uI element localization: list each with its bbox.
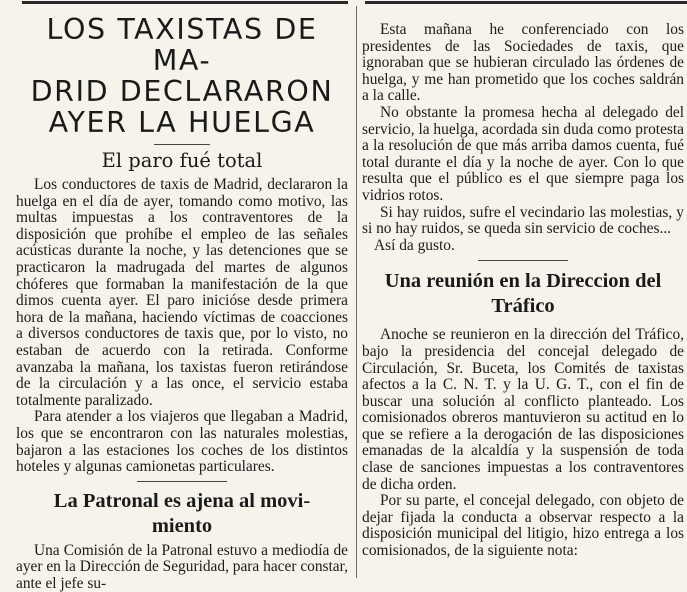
- subhead-line: La Patronal es ajena al movi-: [53, 489, 311, 512]
- section-rule-right: [478, 260, 568, 261]
- left-column: [16, 14, 348, 592]
- right-column: [362, 22, 684, 560]
- headline-rule: [154, 144, 210, 145]
- top-rule-left: [22, 1, 348, 4]
- headline-line: DRID DECLARARON: [30, 75, 334, 108]
- subhead-line: Tráfico: [491, 295, 555, 318]
- article3-subhead: [362, 269, 684, 319]
- headline-line: LOS TAXISTAS DE MA-: [46, 13, 318, 77]
- section-rule: [137, 481, 227, 482]
- column-divider: [356, 6, 357, 578]
- right-paragraph-1: Esta mañana he conferenciado con los presidentes de las Sociedades de taxis, que ignoraban que se hubieran circulado las órdenes de huelga, y me han prometido que los coches saldrán a la calle.: [362, 21, 684, 105]
- article1-paragraph-1: Los conductores de taxis de Madrid, declararon la huelga en el día de ayer, tomando como motivo, las multas impuestas a los contraventores de la disposición que prohíbe el empleo de las señales acústicas durante la noche, y las detenciones que se practicaron la madrugada del martes de algunos chóferes que formaban la manifestación de la que dimos cuenta ayer. El paro inicióse desde primera hora de la mañana, haciendo víctimas de coacciones a diversos conductores de taxis que, por lo visto, no estaban de acuerdo con la retirada. Conforme avanzaba la mañana, los taxistas fueron retirándose de la circulación y a las once, el servicio estaba totalmente paralizado.: [16, 176, 348, 409]
- article1-subhead: El paro fué total: [101, 149, 263, 172]
- article2-paragraph-1: Una Comisión de la Patronal estuvo a mediodía de ayer en la Dirección de Seguridad, para hacer constar, ante el jefe su-: [16, 541, 348, 592]
- article3-paragraph-1: Anoche se reunieron en la dirección del Tráfico, bajo la presidencia del concejal delegado de Circulación, Sr. Buceta, los Comités de taxistas afectos a la C. N. T. y la U. G. T., con el fin de buscar una solución al conflicto planteado. Los comisionados obreros mantuvieron su actitud en lo que se refiere a la derogación de las disposiciones emanadas de la alcaldía y la suspensión de toda clase de sanciones impuestas a los contraventores de dicha orden.: [362, 326, 684, 493]
- main-headline: [16, 14, 348, 138]
- article3-paragraph-2: Por su parte, el concejal delegado, con objeto de dejar fijada la conducta a observar respecto a la disposición municipal del litigio, hizo entrega a los comisionados, de la siguiente nota:: [362, 492, 684, 560]
- subhead-line: miento: [151, 514, 213, 537]
- headline-line: AYER LA HUELGA: [48, 106, 316, 139]
- right-paragraph-3: Si hay ruidos, sufre el vecindario las molestias, y si no hay ruidos, se queda sin servicio de coches...: [362, 203, 684, 238]
- top-rule-right: [365, 1, 687, 4]
- subhead-line: Una reunión en la Direccion del: [384, 270, 662, 293]
- right-paragraph-4: Así da gusto.: [374, 236, 455, 254]
- article1-paragraph-2: Para atender a los viajeros que llegaban a Madrid, los que se encontraron con las naturales molestias, bajaron a las estaciones los coches de los distintos hoteles y algunas camionetas particulares.: [16, 408, 348, 476]
- right-paragraph-2: No obstante la promesa hecha al delegado del servicio, la huelga, acordada sin duda como protesta a la resolución de que más arriba damos cuenta, fué total durante el día y la noche de ayer. Con lo que resulta que el público es el que siempre paga los vidrios rotos.: [362, 103, 684, 204]
- article2-subhead: [16, 489, 348, 539]
